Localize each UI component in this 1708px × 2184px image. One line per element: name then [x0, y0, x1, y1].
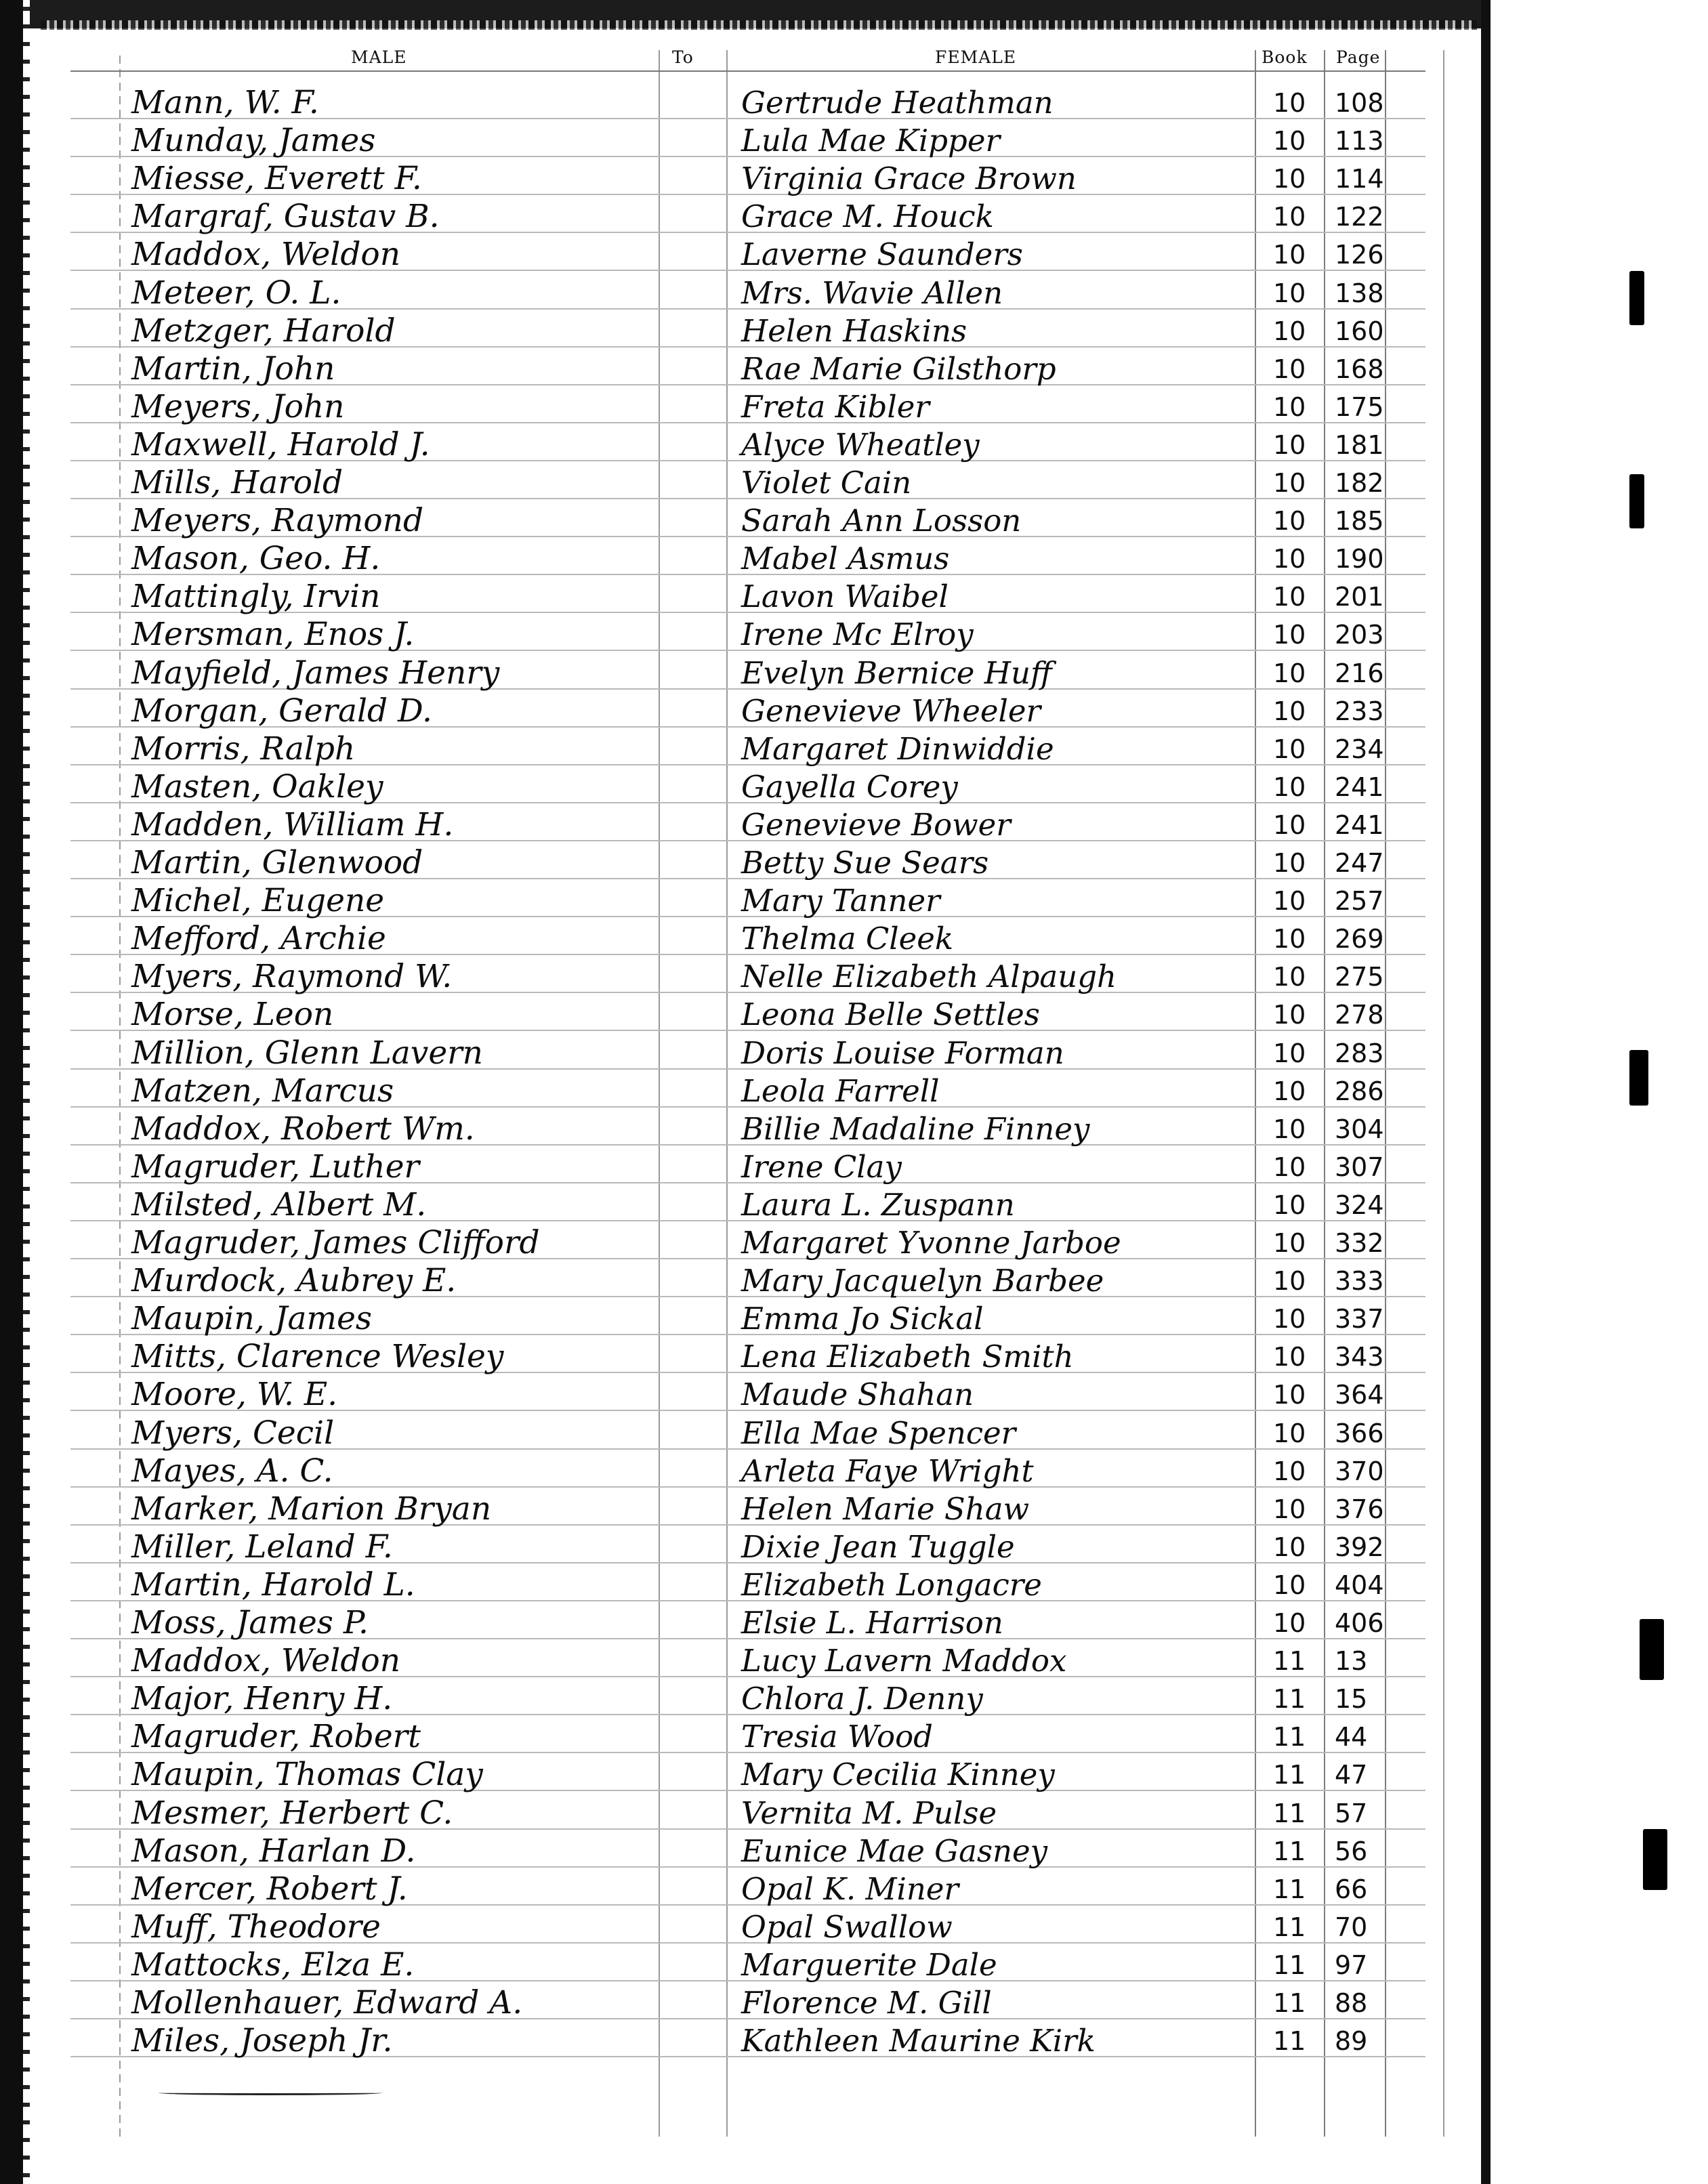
table-row [30, 806, 1453, 844]
female-name-cell: Eunice Mae Gasney [741, 1833, 1048, 1869]
page-number-cell: 283 [1335, 1038, 1384, 1068]
page-number-cell: 241 [1335, 772, 1384, 802]
female-name-cell: Leona Belle Settles [741, 996, 1040, 1032]
page-number-cell: 201 [1335, 582, 1384, 612]
male-name-cell: Maxwell, Harold J. [131, 426, 430, 463]
female-name-cell: Nelle Elizabeth Alpaugh [741, 959, 1117, 994]
male-name-cell: Mason, Harlan D. [131, 1832, 416, 1870]
male-name-cell: Mercer, Robert J. [131, 1870, 408, 1908]
male-name-cell: Martin, John [131, 350, 335, 387]
female-name-cell: Helen Haskins [741, 313, 967, 349]
book-number-cell: 10 [1273, 658, 1306, 688]
book-number-cell: 10 [1273, 316, 1306, 346]
female-name-cell: Ella Mae Spencer [741, 1415, 1016, 1451]
male-name-cell: Mann, W. F. [131, 84, 319, 121]
book-number-cell: 10 [1273, 468, 1306, 498]
female-name-cell: Mrs. Wavie Allen [741, 275, 1003, 311]
male-name-cell: Magruder, James Clifford [131, 1224, 540, 1261]
book-number-cell: 10 [1273, 962, 1306, 992]
page-number-cell: 275 [1335, 962, 1384, 992]
female-name-cell: Evelyn Bernice Huff [741, 655, 1052, 691]
book-number-cell: 10 [1273, 1304, 1306, 1334]
book-number-cell: 11 [1273, 1836, 1306, 1866]
female-name-cell: Laura L. Zuspann [741, 1187, 1015, 1223]
table-row [30, 692, 1453, 730]
female-name-cell: Sarah Ann Losson [741, 503, 1022, 539]
book-number-cell: 10 [1273, 1380, 1306, 1410]
male-name-cell: Million, Glenn Lavern [131, 1034, 483, 1072]
table-row [30, 1680, 1453, 1718]
page-number-cell: 56 [1335, 1836, 1368, 1866]
page-number-cell: 168 [1335, 354, 1384, 384]
page-number-cell: 392 [1335, 1532, 1384, 1562]
table-row [30, 122, 1453, 160]
female-name-cell: Mary Cecilia Kinney [741, 1757, 1055, 1792]
male-name-cell: Morris, Ralph [131, 730, 356, 768]
page-number-cell: 376 [1335, 1494, 1384, 1524]
book-number-cell: 10 [1273, 544, 1306, 574]
table-row [30, 1528, 1453, 1566]
book-number-cell: 11 [1273, 1799, 1306, 1828]
table-row [30, 1908, 1453, 1946]
male-name-cell: Meyers, Raymond [131, 502, 424, 539]
book-number-cell: 10 [1273, 848, 1306, 878]
table-row [30, 920, 1453, 958]
page-number-cell: 13 [1335, 1646, 1368, 1676]
table-row [30, 654, 1453, 692]
page-number-cell: 114 [1335, 164, 1384, 194]
table-row [30, 350, 1453, 388]
table-row [30, 1224, 1453, 1262]
table-row [30, 1756, 1453, 1794]
scan-edge-right [1481, 0, 1491, 2184]
page-number-cell: 138 [1335, 278, 1384, 308]
header-rule [70, 70, 1425, 72]
male-name-cell: Muff, Theodore [131, 1908, 381, 1946]
table-row [30, 1490, 1453, 1528]
book-number-cell: 10 [1273, 1152, 1306, 1182]
table-row [30, 1946, 1453, 1984]
page-number-cell: 47 [1335, 1760, 1368, 1790]
female-name-cell: Grace M. Houck [741, 198, 994, 234]
table-row [30, 160, 1453, 198]
book-number-cell: 10 [1273, 620, 1306, 650]
page-number-cell: 286 [1335, 1076, 1384, 1106]
book-number-cell: 11 [1273, 1912, 1306, 1942]
book-number-cell: 10 [1273, 278, 1306, 308]
book-number-cell: 10 [1273, 1228, 1306, 1258]
male-name-cell: Michel, Eugene [131, 882, 385, 919]
female-name-cell: Leola Farrell [741, 1073, 940, 1109]
female-name-cell: Lena Elizabeth Smith [741, 1339, 1074, 1374]
male-name-cell: Mason, Geo. H. [131, 540, 381, 577]
book-number-cell: 10 [1273, 88, 1306, 118]
page-number-cell: 343 [1335, 1342, 1384, 1372]
book-number-cell: 10 [1273, 924, 1306, 954]
male-name-cell: Maddox, Weldon [131, 1642, 400, 1679]
male-name-cell: Myers, Cecil [131, 1414, 335, 1452]
female-name-cell: Genevieve Wheeler [741, 693, 1041, 729]
table-row [30, 198, 1453, 236]
page-number-cell: 126 [1335, 240, 1384, 270]
table-row [30, 1452, 1453, 1490]
book-number-cell: 10 [1273, 430, 1306, 460]
table-row [30, 1034, 1453, 1072]
table-row [30, 1338, 1453, 1376]
page-number-cell: 366 [1335, 1419, 1384, 1448]
book-number-cell: 10 [1273, 126, 1306, 156]
book-number-cell: 10 [1273, 1076, 1306, 1106]
female-name-cell: Thelma Cleek [741, 921, 954, 957]
book-number-cell: 10 [1273, 392, 1306, 422]
table-row [30, 1148, 1453, 1186]
page-number-cell: 278 [1335, 1000, 1384, 1030]
binder-hole-icon [1629, 1050, 1648, 1106]
table-row [30, 768, 1453, 806]
male-name-cell: Maddox, Robert Wm. [131, 1110, 475, 1148]
male-name-cell: Maddox, Weldon [131, 236, 400, 273]
table-row [30, 426, 1453, 464]
table-row [30, 1262, 1453, 1300]
book-number-cell: 10 [1273, 164, 1306, 194]
page-number-cell: 269 [1335, 924, 1384, 954]
book-number-cell: 10 [1273, 886, 1306, 916]
table-row [30, 1186, 1453, 1224]
table-row [30, 1072, 1453, 1110]
female-name-cell: Margaret Dinwiddie [741, 731, 1054, 767]
book-number-cell: 10 [1273, 1608, 1306, 1638]
page-number-cell: 175 [1335, 392, 1384, 422]
page-number-cell: 66 [1335, 1874, 1368, 1904]
female-name-cell: Lavon Waibel [741, 579, 949, 614]
female-name-cell: Gayella Corey [741, 769, 958, 805]
male-name-cell: Meyers, John [131, 388, 345, 425]
page-number-cell: 182 [1335, 468, 1384, 498]
book-number-cell: 10 [1273, 1038, 1306, 1068]
table-row [30, 84, 1453, 122]
male-name-cell: Maupin, James [131, 1300, 373, 1337]
book-number-cell: 10 [1273, 1266, 1306, 1296]
male-name-cell: Marker, Marion Bryan [131, 1490, 492, 1528]
table-row [30, 1832, 1453, 1870]
page-number-cell: 88 [1335, 1988, 1368, 2018]
table-row [30, 312, 1453, 350]
book-number-cell: 11 [1273, 1874, 1306, 1904]
page-number-cell: 89 [1335, 2026, 1368, 2056]
female-name-cell: Virginia Grace Brown [741, 161, 1077, 196]
book-number-cell: 10 [1273, 1190, 1306, 1220]
male-name-cell: Morse, Leon [131, 996, 334, 1033]
male-name-cell: Margraf, Gustav B. [131, 198, 440, 235]
book-number-cell: 11 [1273, 1988, 1306, 2018]
female-name-cell: Mary Tanner [741, 883, 940, 919]
male-name-cell: Murdock, Aubrey E. [131, 1262, 457, 1299]
scan-edge-top-noise [41, 20, 1477, 30]
header-book: Book [1262, 47, 1308, 67]
book-number-cell: 10 [1273, 1532, 1306, 1562]
male-name-cell: Martin, Harold L. [131, 1566, 415, 1603]
male-name-cell: Masten, Oakley [131, 768, 383, 805]
page-number-cell: 406 [1335, 1608, 1384, 1638]
table-row [30, 1870, 1453, 1908]
male-name-cell: Matzen, Marcus [131, 1072, 394, 1110]
female-name-cell: Doris Louise Forman [741, 1035, 1064, 1071]
page-number-cell: 324 [1335, 1190, 1384, 1220]
male-name-cell: Myers, Raymond W. [131, 958, 453, 995]
book-number-cell: 10 [1273, 1114, 1306, 1144]
female-name-cell: Lucy Lavern Maddox [741, 1643, 1067, 1679]
book-number-cell: 10 [1273, 810, 1306, 840]
male-name-cell: Mesmer, Herbert C. [131, 1794, 453, 1832]
male-name-cell: Milsted, Albert M. [131, 1186, 427, 1223]
table-row [30, 1794, 1453, 1832]
male-name-cell: Miesse, Everett F. [131, 160, 422, 197]
female-name-cell: Dixie Jean Tuggle [741, 1529, 1015, 1565]
book-number-cell: 10 [1273, 734, 1306, 764]
page-number-cell: 15 [1335, 1684, 1368, 1714]
binder-hole-icon [1629, 474, 1644, 528]
table-row [30, 1414, 1453, 1452]
binder-hole-icon [1629, 271, 1644, 325]
page-number-cell: 247 [1335, 848, 1384, 878]
book-number-cell: 11 [1273, 1722, 1306, 1752]
table-row [30, 1376, 1453, 1414]
book-number-cell: 10 [1273, 506, 1306, 536]
male-name-cell: Mills, Harold [131, 464, 343, 501]
female-name-cell: Irene Clay [741, 1149, 902, 1185]
signature-underline [159, 2091, 382, 2095]
female-name-cell: Elsie L. Harrison [741, 1605, 1003, 1641]
female-name-cell: Lula Mae Kipper [741, 123, 1000, 159]
ledger-sheet [30, 30, 1481, 2154]
male-name-cell: Mollenhauer, Edward A. [131, 1984, 523, 2021]
female-name-cell: Emma Jo Sickal [741, 1301, 984, 1337]
table-row [30, 616, 1453, 654]
page-number-cell: 307 [1335, 1152, 1384, 1182]
page-number-cell: 113 [1335, 126, 1384, 156]
book-number-cell: 10 [1273, 1419, 1306, 1448]
page-number-cell: 203 [1335, 620, 1384, 650]
book-number-cell: 10 [1273, 240, 1306, 270]
female-name-cell: Alyce Wheatley [741, 427, 980, 463]
male-name-cell: Mayfield, James Henry [131, 654, 500, 692]
page-number-cell: 185 [1335, 506, 1384, 536]
page-number-cell: 332 [1335, 1228, 1384, 1258]
table-row [30, 388, 1453, 426]
header-page: Page [1336, 47, 1381, 67]
page-number-cell: 108 [1335, 88, 1384, 118]
female-name-cell: Opal K. Miner [741, 1871, 959, 1907]
male-name-cell: Mattocks, Elza E. [131, 1946, 415, 1983]
female-name-cell: Maude Shahan [741, 1377, 974, 1412]
book-number-cell: 11 [1273, 1760, 1306, 1790]
table-row [30, 1604, 1453, 1642]
table-row [30, 882, 1453, 920]
book-number-cell: 11 [1273, 2026, 1306, 2056]
scan-edge-left [0, 0, 24, 2184]
male-name-cell: Magruder, Robert [131, 1718, 421, 1755]
female-name-cell: Rae Marie Gilsthorp [741, 351, 1056, 387]
male-name-cell: Major, Henry H. [131, 1680, 393, 1717]
male-name-cell: Moss, James P. [131, 1604, 369, 1641]
page-number-cell: 257 [1335, 886, 1384, 916]
female-name-cell: Margaret Yvonne Jarboe [741, 1225, 1121, 1261]
female-name-cell: Vernita M. Pulse [741, 1795, 997, 1831]
female-name-cell: Tresia Wood [741, 1719, 933, 1755]
male-name-cell: Miller, Leland F. [131, 1528, 393, 1566]
female-name-cell: Laverne Saunders [741, 236, 1023, 272]
male-name-cell: Magruder, Luther [131, 1148, 419, 1185]
book-number-cell: 11 [1273, 1950, 1306, 1980]
male-name-cell: Mattingly, Irvin [131, 578, 381, 615]
table-row [30, 1110, 1453, 1148]
header-male: MALE [351, 47, 407, 67]
female-name-cell: Elizabeth Longacre [741, 1567, 1042, 1603]
table-row [30, 1984, 1453, 2022]
male-name-cell: Mayes, A. C. [131, 1452, 333, 1490]
page-number-cell: 364 [1335, 1380, 1384, 1410]
scan-right-margin [1488, 0, 1708, 2184]
female-name-cell: Betty Sue Sears [741, 845, 989, 881]
female-name-cell: Mary Jacquelyn Barbee [741, 1263, 1104, 1299]
male-name-cell: Morgan, Gerald D. [131, 692, 432, 730]
male-name-cell: Mefford, Archie [131, 920, 386, 957]
female-name-cell: Marguerite Dale [741, 1947, 997, 1983]
table-row [30, 1718, 1453, 1756]
female-name-cell: Violet Cain [741, 465, 912, 501]
table-row [30, 274, 1453, 312]
header-female: FEMALE [935, 47, 1017, 67]
book-number-cell: 10 [1273, 1456, 1306, 1486]
page-number-cell: 70 [1335, 1912, 1368, 1942]
male-name-cell: Madden, William H. [131, 806, 454, 843]
male-name-cell: Meteer, O. L. [131, 274, 341, 312]
book-number-cell: 10 [1273, 582, 1306, 612]
table-row [30, 996, 1453, 1034]
table-row [30, 958, 1453, 996]
female-name-cell: Gertrude Heathman [741, 85, 1054, 121]
book-number-cell: 10 [1273, 354, 1306, 384]
female-name-cell: Irene Mc Elroy [741, 616, 974, 652]
table-row [30, 578, 1453, 616]
table-row [30, 1642, 1453, 1680]
book-number-cell: 11 [1273, 1646, 1306, 1676]
header-to: To [672, 47, 694, 67]
page-number-cell: 333 [1335, 1266, 1384, 1296]
male-name-cell: Martin, Glenwood [131, 844, 423, 881]
page-number-cell: 241 [1335, 810, 1384, 840]
page-number-cell: 234 [1335, 734, 1384, 764]
table-row [30, 844, 1453, 882]
female-name-cell: Kathleen Maurine Kirk [741, 2023, 1096, 2059]
page-number-cell: 337 [1335, 1304, 1384, 1334]
table-row [30, 464, 1453, 502]
page-number-cell: 370 [1335, 1456, 1384, 1486]
table-row [30, 2022, 1453, 2060]
female-name-cell: Billie Madaline Finney [741, 1111, 1090, 1147]
table-row [30, 502, 1453, 540]
male-name-cell: Maupin, Thomas Clay [131, 1756, 483, 1793]
male-name-cell: Metzger, Harold [131, 312, 396, 350]
table-row [30, 1566, 1453, 1604]
book-number-cell: 10 [1273, 696, 1306, 726]
page-number-cell: 57 [1335, 1799, 1368, 1828]
binder-hole-icon [1643, 1829, 1667, 1890]
book-number-cell: 10 [1273, 772, 1306, 802]
page-number-cell: 216 [1335, 658, 1384, 688]
female-name-cell: Arleta Faye Wright [741, 1453, 1034, 1489]
page-number-cell: 304 [1335, 1114, 1384, 1144]
scan-edge-left-noise [23, 0, 30, 2184]
female-name-cell: Chlora J. Denny [741, 1681, 983, 1717]
male-name-cell: Moore, W. E. [131, 1376, 338, 1413]
page-number-cell: 404 [1335, 1570, 1384, 1600]
page-number-cell: 160 [1335, 316, 1384, 346]
book-number-cell: 10 [1273, 202, 1306, 232]
page-number-cell: 122 [1335, 202, 1384, 232]
page-number-cell: 233 [1335, 696, 1384, 726]
male-name-cell: Munday, James [131, 122, 376, 159]
male-name-cell: Mitts, Clarence Wesley [131, 1338, 504, 1375]
table-row [30, 1300, 1453, 1338]
book-number-cell: 10 [1273, 1000, 1306, 1030]
book-number-cell: 10 [1273, 1342, 1306, 1372]
female-name-cell: Florence M. Gill [741, 1985, 992, 2021]
binder-hole-icon [1640, 1619, 1664, 1680]
female-name-cell: Helen Marie Shaw [741, 1491, 1030, 1527]
book-number-cell: 11 [1273, 1684, 1306, 1714]
page-number-cell: 97 [1335, 1950, 1368, 1980]
book-number-cell: 10 [1273, 1494, 1306, 1524]
page-number-cell: 44 [1335, 1722, 1368, 1752]
female-name-cell: Opal Swallow [741, 1909, 953, 1945]
male-name-cell: Mersman, Enos J. [131, 616, 415, 653]
female-name-cell: Genevieve Bower [741, 807, 1011, 843]
table-row [30, 540, 1453, 578]
male-name-cell: Miles, Joseph Jr. [131, 2022, 393, 2059]
table-row [30, 236, 1453, 274]
female-name-cell: Freta Kibler [741, 389, 930, 425]
table-row [30, 730, 1453, 768]
book-number-cell: 10 [1273, 1570, 1306, 1600]
page-number-cell: 190 [1335, 544, 1384, 574]
female-name-cell: Mabel Asmus [741, 541, 950, 576]
page-number-cell: 181 [1335, 430, 1384, 460]
